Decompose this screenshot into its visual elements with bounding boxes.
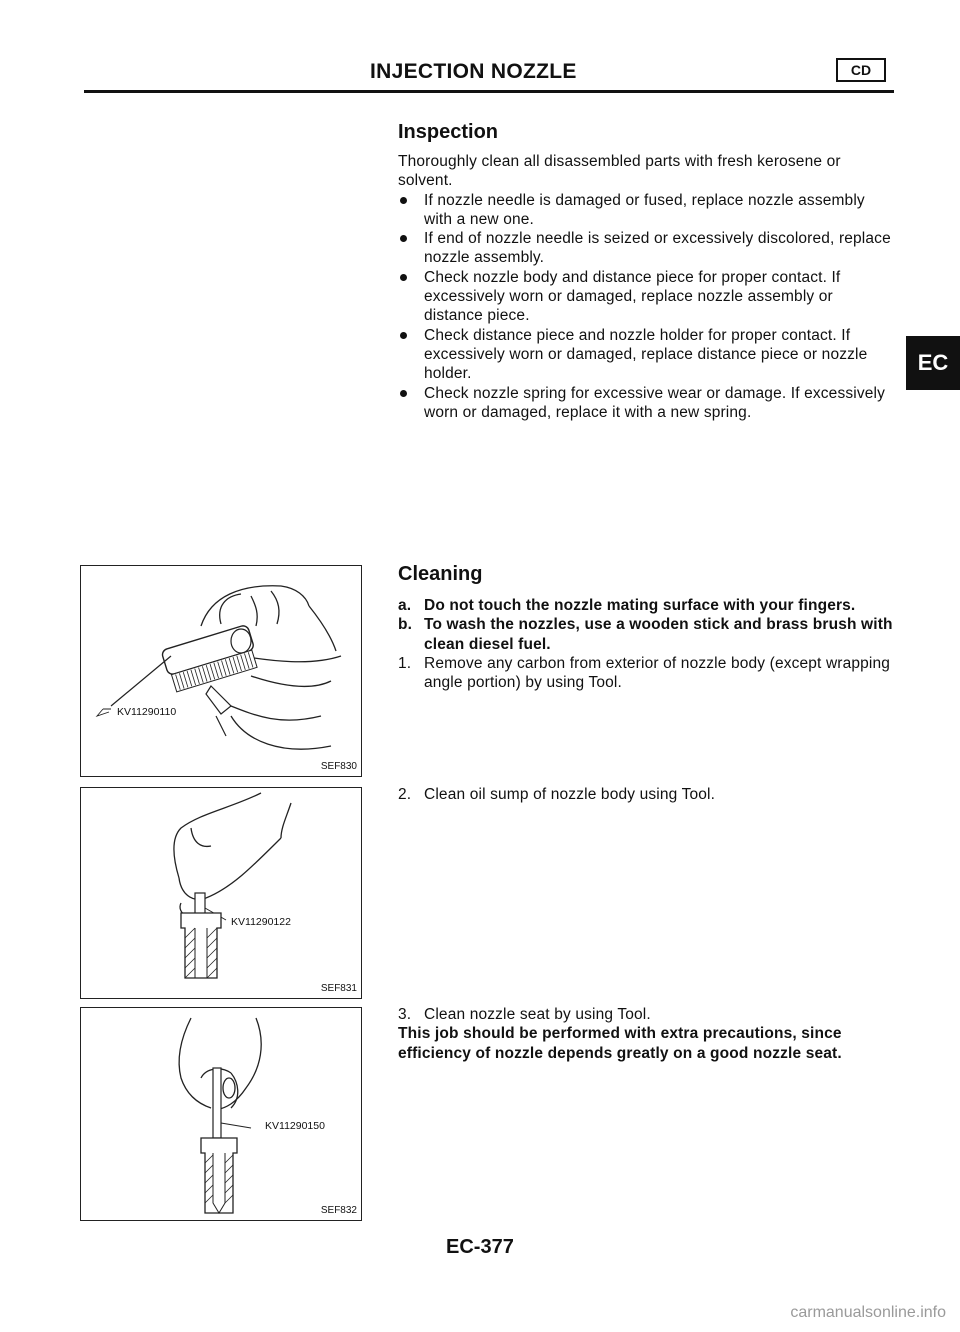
tool-label: KV11290122 [231,916,291,928]
note-label: a. [398,597,412,614]
inspection-bullet: If end of nozzle needle is seized or excessively discolored, replace nozzle assembly. [398,229,893,268]
inspection-bullet: Check nozzle spring for excessive wear or damage. If excessively worn or damaged, replace it with a new spring. [398,384,893,423]
cleaning-step-1 [398,654,893,693]
step-number: 3. [398,1006,412,1023]
oil-sump-illustration [81,788,363,1000]
inspection-intro: Thoroughly clean all disassembled parts with fresh kerosene or solvent. [398,153,841,190]
tool-label: KV11290150 [265,1120,325,1132]
cleaning-step-3 [398,1005,893,1024]
figure-brush-cleaning [80,565,362,777]
inspection-bullet: Check distance piece and nozzle holder for proper contact. If excessively worn or damaged, replace distance piece or nozzle holder. [398,326,893,384]
inspection-bullet: Check nozzle body and distance piece for proper contact. If excessively worn or damaged, replace nozzle assembly or distance piece. [398,268,893,326]
figure-code: SEF832 [320,1205,357,1216]
cleaning-step-2 [398,785,919,804]
header-rule [84,90,894,93]
nozzle-seat-illustration [81,1008,363,1222]
step-text: Remove any carbon from exterior of nozzle body (except wrapping angle portion) by using Tool. [424,654,891,692]
page-title: INJECTION NOZZLE [370,60,577,83]
figure-code: SEF831 [320,983,357,994]
cleaning-note [398,615,893,654]
step-text: Clean nozzle seat by using Tool. [424,1006,651,1023]
step-3-warning: This job should be performed with extra precautions, since efficiency of nozzle depends greatly on a good nozzle seat. [398,1025,842,1062]
cleaning-heading: Cleaning [398,563,483,585]
section-tab-ec[interactable]: EC [906,336,960,390]
watermark: carmanualsonline.info [790,1304,946,1321]
figure-code: SEF830 [320,761,357,772]
figure-oil-sump-cleaning [80,787,362,999]
page-number: EC-377 [446,1236,514,1258]
step-number: 2. [398,786,412,803]
cleaning-step-3-block [398,1005,893,1063]
note-label: b. [398,616,413,634]
cd-badge: CD [836,58,886,82]
cleaning-section [398,563,893,692]
step-text: Clean oil sump of nozzle body using Tool. [424,786,716,803]
figure-nozzle-seat-cleaning [80,1007,362,1221]
inspection-section [398,121,893,422]
step-number: 1. [398,654,412,672]
inspection-heading: Inspection [398,121,499,143]
inspection-bullet: If nozzle needle is damaged or fused, replace nozzle assembly with a new one. [398,191,893,230]
note-text: To wash the nozzles, use a wooden stick and brass brush with clean diesel fuel. [424,616,893,653]
brush-illustration [81,566,363,778]
tool-label: KV11290110 [117,706,177,718]
note-text: Do not touch the nozzle mating surface with your fingers. [424,597,856,614]
cleaning-note [398,596,893,615]
